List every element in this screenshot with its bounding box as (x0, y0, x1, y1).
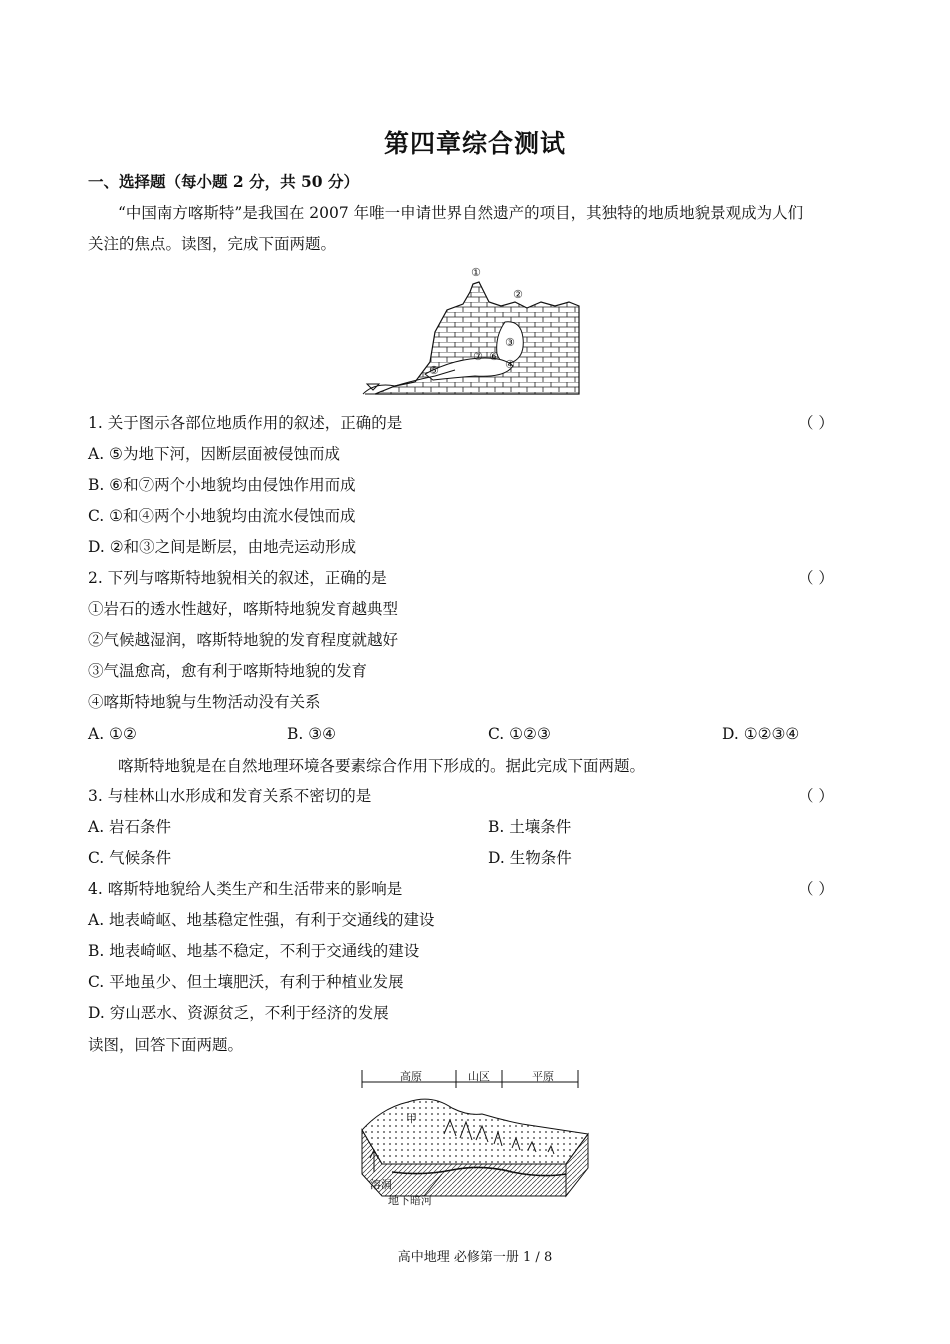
karst-cross-section-figure (355, 262, 585, 400)
q1-option-c: C. ①和④两个小地貌均由流水侵蚀而成 (88, 507, 356, 525)
q4-option-c: C. 平地虽少、但土壤肥沃，有利于种植业发展 (88, 973, 404, 991)
block-top-surface (362, 1099, 588, 1164)
page-footer: 高中地理 必修第一册 1 / 8 (397, 1250, 553, 1265)
label-4: ④ (505, 358, 515, 371)
q2-item-4: ④喀斯特地貌与生物活动没有关系 (88, 693, 321, 711)
label-3: ③ (505, 336, 515, 349)
q4-option-d: D. 穷山恶水、资源贫乏，不利于经济的发展 (88, 1004, 389, 1022)
q4-answer-paren: （ ） (798, 880, 834, 898)
q2-option-c: C. ①②③ (488, 725, 551, 743)
label-7: ⑦ (473, 350, 483, 363)
q2-option-d: D. ①②③④ (722, 725, 800, 743)
label-6: ⑥ (489, 350, 499, 363)
q2-item-3: ③气温愈高，愈有利于喀斯特地貌的发育 (88, 662, 368, 680)
cave-label: 溶洞 (370, 1178, 392, 1191)
q4-stem: 4. 喀斯特地貌给人类生产和生活带来的影响是 (88, 880, 403, 898)
q2-item-1: ①岩石的透水性越好，喀斯特地貌发育越典型 (88, 600, 399, 618)
rock-mass (375, 282, 579, 394)
q1-stem: 1. 关于图示各部位地质作用的叙述，正确的是 (88, 414, 403, 432)
q3-option-a: A. 岩石条件 (88, 818, 172, 836)
intro-2: 喀斯特地貌是在自然地理环境各要素综合作用下形成的。据此完成下面两题。 (118, 757, 646, 775)
q3-option-b: B. 土壤条件 (488, 818, 572, 836)
q4-option-b: B. 地表崎岖、地基不稳定，不利于交通线的建设 (88, 942, 420, 960)
q2-answer-paren: （ ） (798, 569, 834, 587)
label-5: ⑤ (429, 364, 439, 377)
q3-option-c: C. 气候条件 (88, 849, 172, 867)
q3-option-d: D. 生物条件 (488, 849, 572, 867)
q1-option-d: D. ②和③之间是断层，由地壳运动形成 (88, 538, 357, 556)
point-jia-label: 甲 (406, 1112, 417, 1125)
underground-river-label: 地下暗河 (388, 1194, 432, 1207)
q3-stem: 3. 与桂林山水形成和发育关系不密切的是 (88, 787, 372, 805)
section-heading: 一、选择题（每小题 2 分，共 50 分） (88, 172, 359, 191)
region-plateau-label: 高原 (400, 1070, 422, 1083)
q4-option-a: A. 地表崎岖、地基稳定性强，有利于交通线的建设 (88, 911, 435, 929)
intro-1-line-2: 关注的焦点。读图，完成下面两题。 (88, 235, 337, 253)
page-title: 第四章综合测试 (383, 129, 566, 158)
q3-answer-paren: （ ） (798, 787, 834, 805)
q2-item-2: ②气候越湿润，喀斯特地貌的发育程度就越好 (88, 631, 399, 649)
q1-answer-paren: （ ） (798, 414, 834, 432)
intro-1-line-1: “中国南方喀斯特”是我国在 2007 年唯一申请世界自然遗产的项目，其独特的地质地貌景观成为人们 (118, 204, 804, 222)
q2-option-a: A. ①② (88, 725, 137, 743)
q1-option-a: A. ⑤为地下河，因断层面被侵蚀而成 (88, 445, 340, 463)
q1-option-b: B. ⑥和⑦两个小地貌均由侵蚀作用而成 (88, 476, 356, 494)
region-plain-label: 平原 (532, 1070, 554, 1083)
karst-block-diagram-figure (352, 1064, 592, 1210)
q2-stem: 2. 下列与喀斯特地貌相关的叙述，正确的是 (88, 569, 387, 587)
label-1: ① (471, 266, 481, 279)
label-2: ② (513, 288, 523, 301)
intro-3: 读图，回答下面两题。 (88, 1036, 244, 1054)
q2-option-b: B. ③④ (287, 725, 337, 743)
region-mountain-label: 山区 (468, 1070, 490, 1083)
